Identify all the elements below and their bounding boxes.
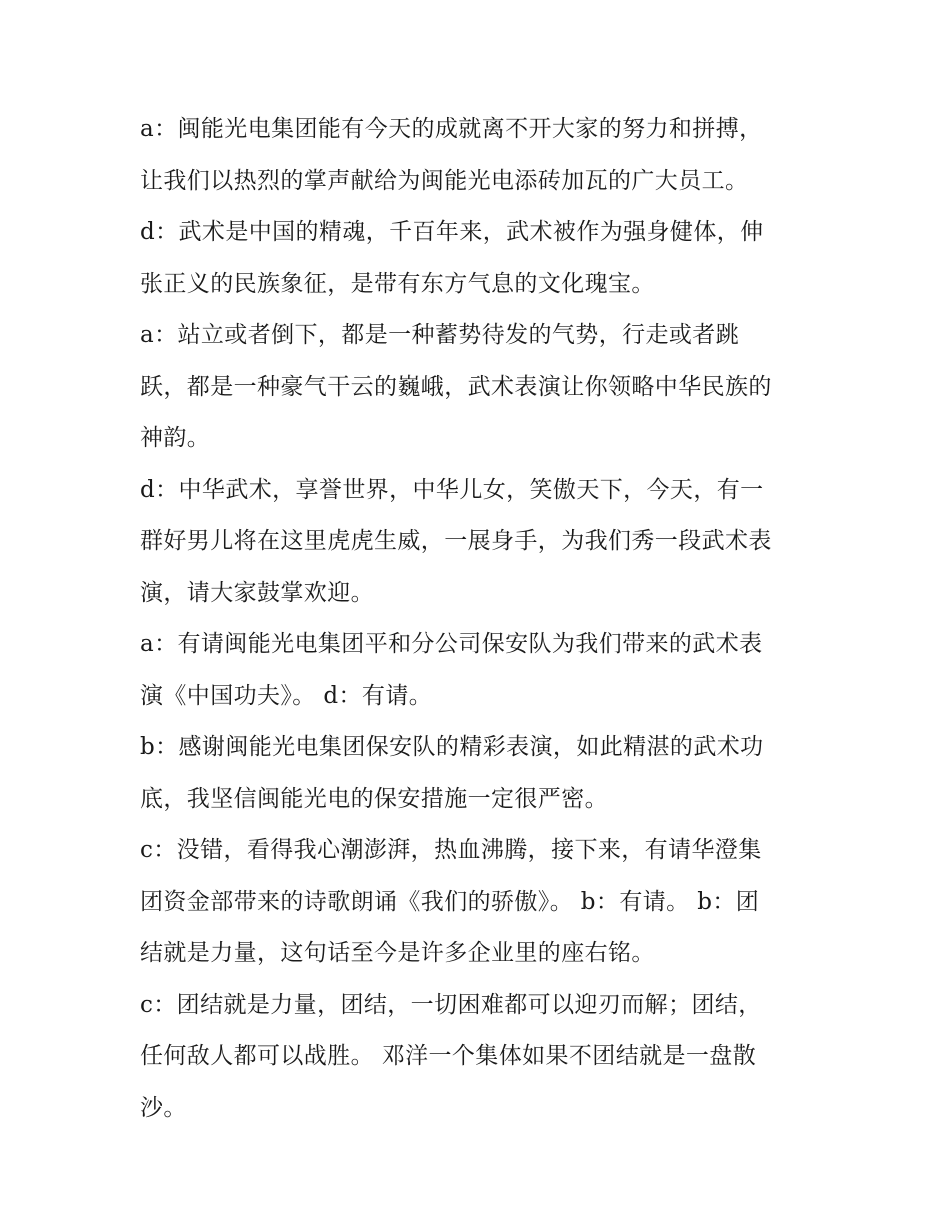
text-line: 演，请大家鼓掌欢迎。 (140, 579, 374, 606)
text-line: 张正义的民族象征，是带有东方气息的文化瑰宝。 (140, 270, 655, 297)
document-body (140, 104, 812, 1134)
text-line: a：有请闽能光电集团平和分公司保安队为我们带来的武术表 (140, 631, 763, 657)
text-line: 跃，都是一种豪气干云的巍峨，武术表演让你领略中华民族的 (140, 373, 772, 400)
text-line: c：没错，看得我心潮澎湃，热血沸腾，接下来，有请华澄集 (140, 837, 762, 863)
text-line: 底，我坚信闽能光电的保安措施一定很严密。 (140, 785, 608, 812)
text-line: a：闽能光电集团能有今天的成就离不开大家的努力和拼搏， (140, 116, 763, 142)
text-line: 让我们以热烈的掌声献给为闽能光电添砖加瓦的广大员工。 (140, 167, 749, 194)
text-line: 团资金部带来的诗歌朗诵《我们的骄傲》。 b：有请。 b：团 (140, 888, 760, 915)
text-line: 群好男儿将在这里虎虎生威，一展身手，为我们秀一段武术表 (140, 528, 772, 554)
text-line: 神韵。 (140, 425, 211, 451)
text-line: 演《中国功夫》。 d：有请。 (140, 682, 433, 709)
text-line: 结就是力量，这句话至今是许多企业里的座右铭。 (140, 940, 655, 966)
text-line: a：站立或者倒下，都是一种蓄势待发的气势，行走或者跳 (140, 322, 740, 348)
text-line: b：感谢闽能光电集团保安队的精彩表演，如此精湛的武术功 (140, 734, 764, 760)
text-line: d：中华武术，享誉世界，中华儿女，笑傲天下，今天，有一 (140, 476, 764, 503)
text-line: d：武术是中国的精魂，千百年来，武术被作为强身健体，伸 (140, 219, 764, 245)
text-line: 任何敌人都可以战胜。 邓洋一个集体如果不团结就是一盘散 (140, 1043, 757, 1069)
text-line: c：团结就是力量，团结，一切困难都可以迎刃而解；团结， (140, 991, 762, 1018)
text-line: 沙。 (140, 1094, 187, 1121)
